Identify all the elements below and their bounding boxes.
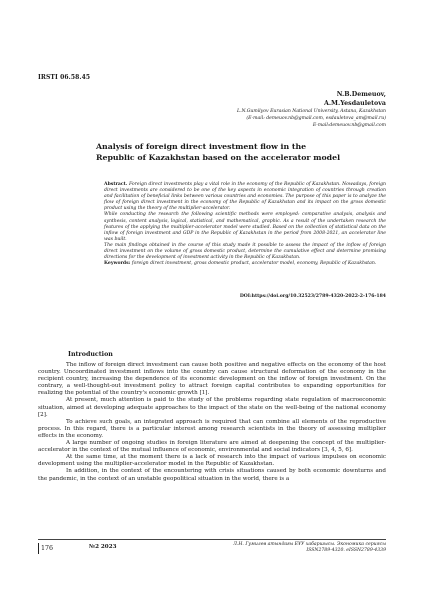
doi: [240, 294, 386, 299]
paper-title: Analysis of foreign direct investment flow in the Republic of Kazakhstan based on the accelerator model: [96, 142, 341, 162]
keywords-text: foreign direct investment, gross domestic product, accelerator model, economy, Republic of Kazakhstan.: [131, 261, 377, 267]
keywords-label: Keywords:: [104, 261, 131, 267]
doi-link[interactable]: https://doi.org/10.32523/2789-4320-2022-2-176-184: [251, 294, 386, 299]
abstract-paragraph: [104, 182, 386, 212]
footer-divider: [38, 539, 386, 540]
abstract: [104, 182, 386, 267]
body-paragraph: To achieve such goals, an integrated approach is required that can combine all elements of the reproductive process. In this regard, there is a particular interest among research scientists in the theory of assessing multiplier effects in the economy.: [38, 418, 386, 439]
body-paragraph: A large number of ongoing studies in foreign literature are aimed at deepening the concept of the multiplier-accelerator in the context of the mutual influence of economic, environmental and social indicators [3, 4, 5, 6].: [38, 440, 386, 454]
affiliation: L.N.Gumilyov Eurasian National University, Astana, Kazakhstan: [237, 109, 386, 114]
page-footer: [38, 542, 386, 562]
irsti-code: IRSTI 06.58.45: [38, 74, 91, 81]
body-paragraph: In addition, in the context of the encountering with crisis situations caused by both economic downturns and the pandemic, in the context of an unstable geopolitical situation in the world, there is a: [38, 468, 386, 482]
keywords: [104, 261, 386, 267]
authors-block: [86, 90, 386, 129]
introduction-body: [38, 362, 386, 483]
author-name: N.B.Demeuov,: [336, 91, 386, 98]
page-number: 176: [38, 543, 56, 554]
affiliation-email: (E-mail: demeuov.nb@gmail.com, esdauletova_am@mail.ru): [246, 115, 386, 121]
journal-info: [186, 542, 386, 554]
corresponding-email: E-mail:demeuov.nb@gmail.com: [312, 122, 386, 128]
body-paragraph: At the same time, at the moment there is a lack of research into the impact of various impulses on economic development using the multiplier-accelerator model in the Republic of Kazakhstan.: [38, 454, 386, 468]
abstract-paragraph: The main findings obtained in the course of this study made it possible to assess the impact of the inflow of foreign direct investment on the volume of gross domestic product, determine the cumulative effect and determine promising directions for the development of investment activity in the Republic of Kazakhstan.: [104, 242, 386, 261]
abstract-text: Foreign direct investments play a vital role in the economy of the Republic of Kazakhstan. Nowadays, foreign direct investments are considered to be one of the key aspects in economic integration of countries through creation and facilitation of beneficial links between various countries and economies. The purpose of this paper is to analyze the flow of foreign direct investment in the economy of the Republic of Kazakhstan and its impact on the gross domestic product using the theory of the multiplier-accelerator.: [104, 182, 386, 212]
journal-title: Л.Н. Гумилев атындағы ЕҰУ хабаршысы. Экономика сериясы: [233, 542, 386, 547]
section-heading: Introduction: [68, 351, 113, 358]
journal-issn: ISSN2789-4320. eISSN2789-4339: [306, 548, 386, 553]
abstract-label: Abstract.: [104, 182, 128, 187]
body-paragraph: The inflow of foreign direct investment can cause both positive and negative effects on the economy of the host country. Uncoordinated investment inflows into the country can cause structural deformation of the economy in the recipient country, increasing the dependence of its economic development on the inflow of foreign investment. On the contrary, a well-thought-out investment policy to attract foreign capital contributes to expanding opportunities for realizing the potential of the country's economic growth [1].: [38, 362, 386, 397]
abstract-paragraph: While conducting the research the following scientific methods were employed: comparative analysis, analysis and synthesis, content analysis, logical, statistical, and mathematical, graphic. As a result of the undertaken research the features of the applying the multiplier-accelerator model were studied. Based on the collection of statistical data on the inflow of foreign investment and GDP in the Republic of Kazakhstan in the period from 2008-2021, an accelerator line was built.: [104, 212, 386, 242]
body-paragraph: At present, much attention is paid to the study of the problems regarding state regulation of macroeconomic situation, aimed at developing adequate approaches to the impact of the state on the well-being of the national economy [2].: [38, 397, 386, 418]
doi-label: DOI:: [239, 294, 252, 299]
issue-number: №2 2023: [89, 544, 117, 550]
author-name: A.M.Yesdauletova: [323, 100, 386, 107]
